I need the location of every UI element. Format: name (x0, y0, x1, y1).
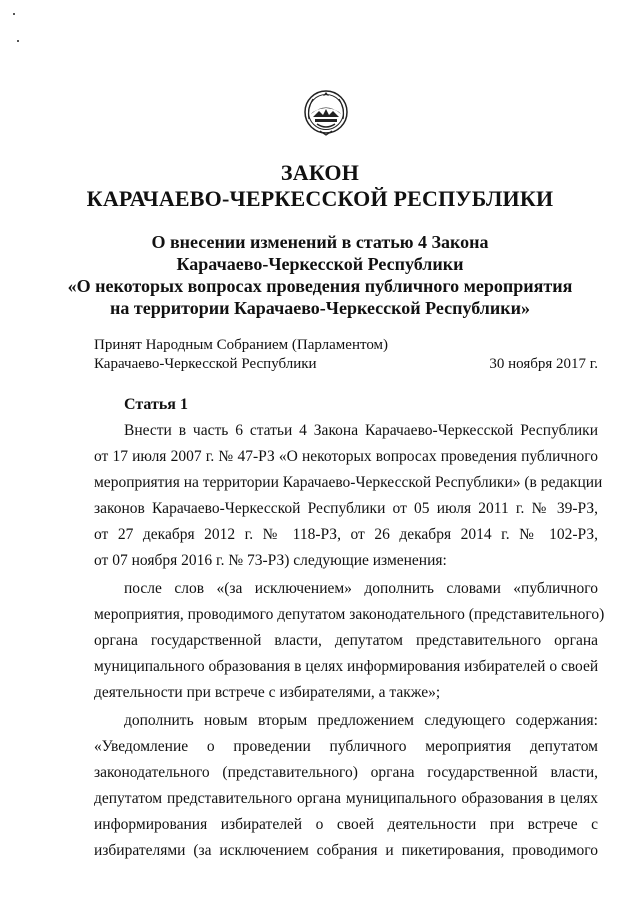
body-line: органа государственной власти, депутатом представительного органа (94, 632, 598, 649)
adoption-date: 30 ноября 2017 г. (489, 356, 598, 372)
subject-line: на территории Карачаево-Черкесской Республики» (110, 298, 530, 318)
adoption-line: Карачаево-Черкесской Республики (94, 356, 317, 372)
subject-line: «О некоторых вопросах проведения публичного мероприятия (67, 276, 573, 296)
body-line: избирателями (за исключением собрания и пикетирования, проводимого (94, 842, 598, 859)
body-line: мероприятия на территории Карачаево-Черкесской Республики» (в редакции (94, 474, 603, 491)
coat-of-arms-emblem (303, 87, 349, 137)
body-line: Внести в часть 6 статьи 4 Закона Карачаево-Черкесской Республики (124, 422, 598, 439)
adoption-line: Принят Народным Собранием (Парламентом) (94, 337, 389, 353)
body-line: законодательного (представительного) органа государственной власти, (94, 764, 598, 781)
body-line: от 07 ноября 2016 г. № 73-РЗ) следующие изменения: (94, 552, 447, 569)
scan-speck (17, 40, 19, 42)
subject-line: Карачаево-Черкесской Республики (176, 254, 464, 274)
article-heading: Статья 1 (124, 396, 188, 413)
subject-line: О внесении изменений в статью 4 Закона (151, 232, 489, 252)
law-title: ЗАКОН (280, 160, 360, 185)
body-line: законов Карачаево-Черкесской Республики от 05 июля 2011 г. № 39-РЗ, (94, 500, 598, 517)
body-line: от 17 июля 2007 г. № 47-РЗ «О некоторых вопросах проведения публичного (94, 448, 598, 465)
body-line: деятельности при встрече с избирателями, а также»; (94, 684, 441, 701)
scan-speck (13, 13, 15, 15)
body-line: дополнить новым вторым предложением следующего содержания: (124, 712, 598, 729)
body-line: мероприятия, проводимого депутатом законодательного (представительного) (94, 606, 605, 623)
republic-name: КАРАЧАЕВО-ЧЕРКЕССКОЙ РЕСПУБЛИКИ (86, 186, 554, 211)
body-line: депутатом представительного органа муниципального образования в целях (94, 790, 598, 807)
body-line: от 27 декабря 2012 г. № 118-РЗ, от 26 декабря 2014 г. № 102-РЗ, (94, 526, 598, 543)
body-line: муниципального образования в целях информирования избирателей о своей (94, 658, 599, 675)
body-line: «Уведомление о проведении публичного мероприятия депутатом (94, 738, 598, 755)
body-line: после слов «(за исключением» дополнить словами «публичного (124, 580, 598, 597)
body-line: информирования избирателей о своей деятельности при встрече с (94, 816, 598, 833)
